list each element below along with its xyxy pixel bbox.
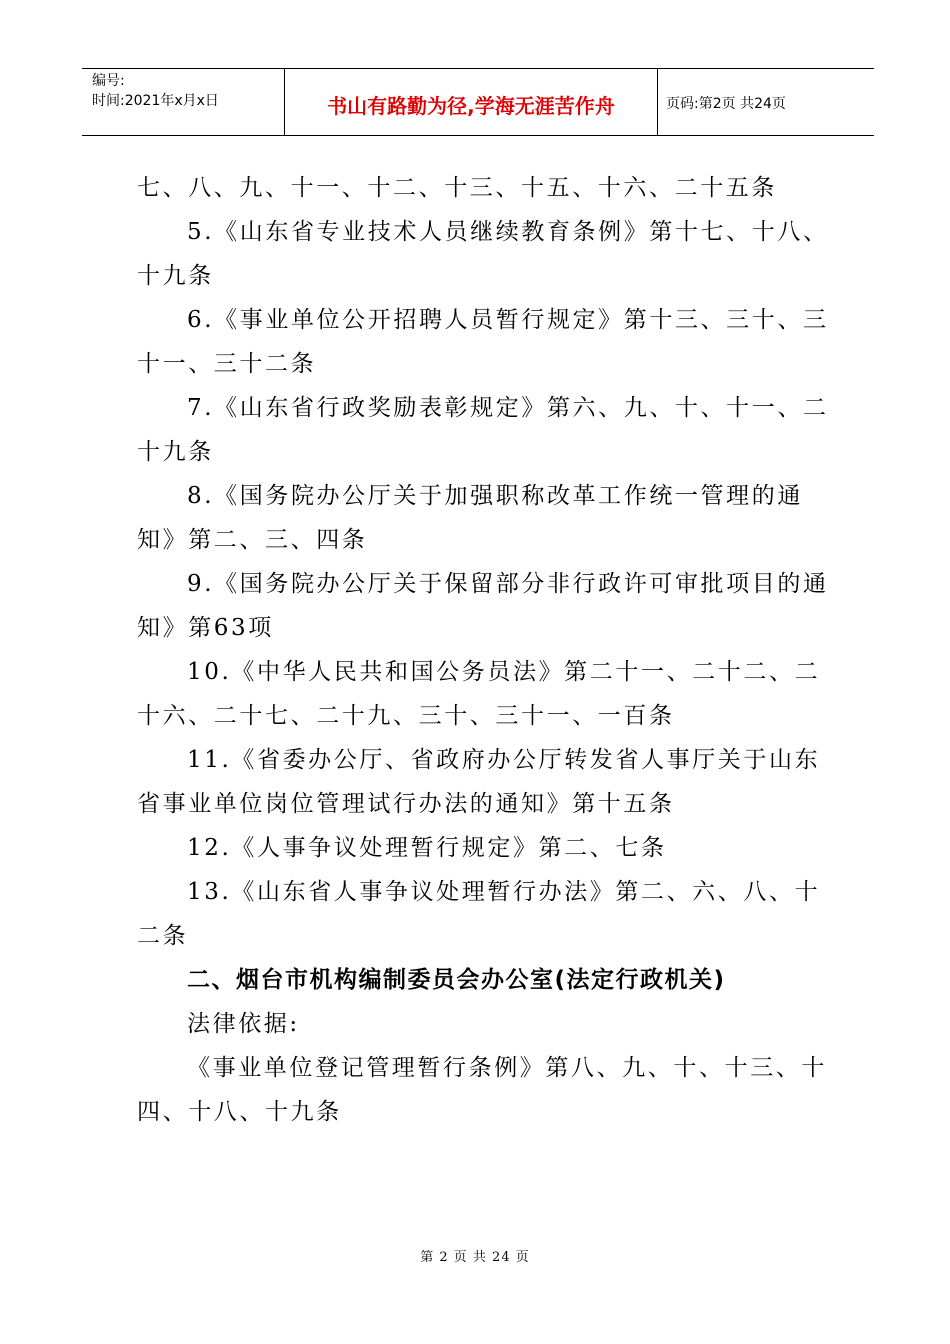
body-line: 13.《山东省人事争议处理暂行办法》第二、六、八、十	[187, 879, 821, 905]
page-header	[82, 68, 874, 136]
body-line: 十九条	[137, 439, 214, 465]
document-number-label: 编号:	[92, 73, 125, 89]
document-time-label: 时间:2021年x月x日	[92, 93, 219, 109]
section-heading: 二、烟台市机构编制委员会办公室(法定行政机关)	[187, 967, 726, 993]
header-slogan: 书山有路勤为径,学海无涯苦作舟	[285, 69, 658, 135]
header-page-label: 页码:第2页 共24页	[666, 96, 786, 112]
body-line: 6.《事业单位公开招聘人员暂行规定》第十三、三十、三	[187, 307, 829, 333]
body-line: 十一、三十二条	[137, 351, 317, 377]
header-meta	[82, 69, 285, 135]
page-footer: 第 2 页 共 24 页	[420, 1250, 530, 1265]
body-line: 四、十八、十九条	[137, 1099, 342, 1125]
body-line: 11.《省委办公厅、省政府办公厅转发省人事厅关于山东	[187, 747, 821, 773]
body-line: 《事业单位登记管理暂行条例》第八、九、十、十三、十	[187, 1055, 827, 1081]
body-line: 知》第二、三、四条	[137, 527, 368, 553]
body-line: 七、八、九、十一、十二、十三、十五、十六、二十五条	[137, 175, 777, 201]
body-line: 知》第63项	[137, 615, 274, 641]
body-line: 二条	[137, 923, 189, 949]
body-line: 省事业单位岗位管理试行办法的通知》第十五条	[137, 791, 675, 817]
body-line: 5.《山东省专业技术人员继续教育条例》第十七、十八、	[187, 219, 829, 245]
body-line: 法律依据:	[187, 1011, 300, 1037]
body-line: 十六、二十七、二十九、三十、三十一、一百条	[137, 703, 675, 729]
body-line: 9.《国务院办公厅关于保留部分非行政许可审批项目的通	[187, 571, 829, 597]
body-line: 十九条	[137, 263, 214, 289]
body-line: 12.《人事争议处理暂行规定》第二、七条	[187, 835, 667, 861]
body-line: 10.《中华人民共和国公务员法》第二十一、二十二、二	[187, 659, 821, 685]
body-line: 8.《国务院办公厅关于加强职称改革工作统一管理的通	[187, 483, 803, 509]
body-line: 7.《山东省行政奖励表彰规定》第六、九、十、十一、二	[187, 395, 829, 421]
